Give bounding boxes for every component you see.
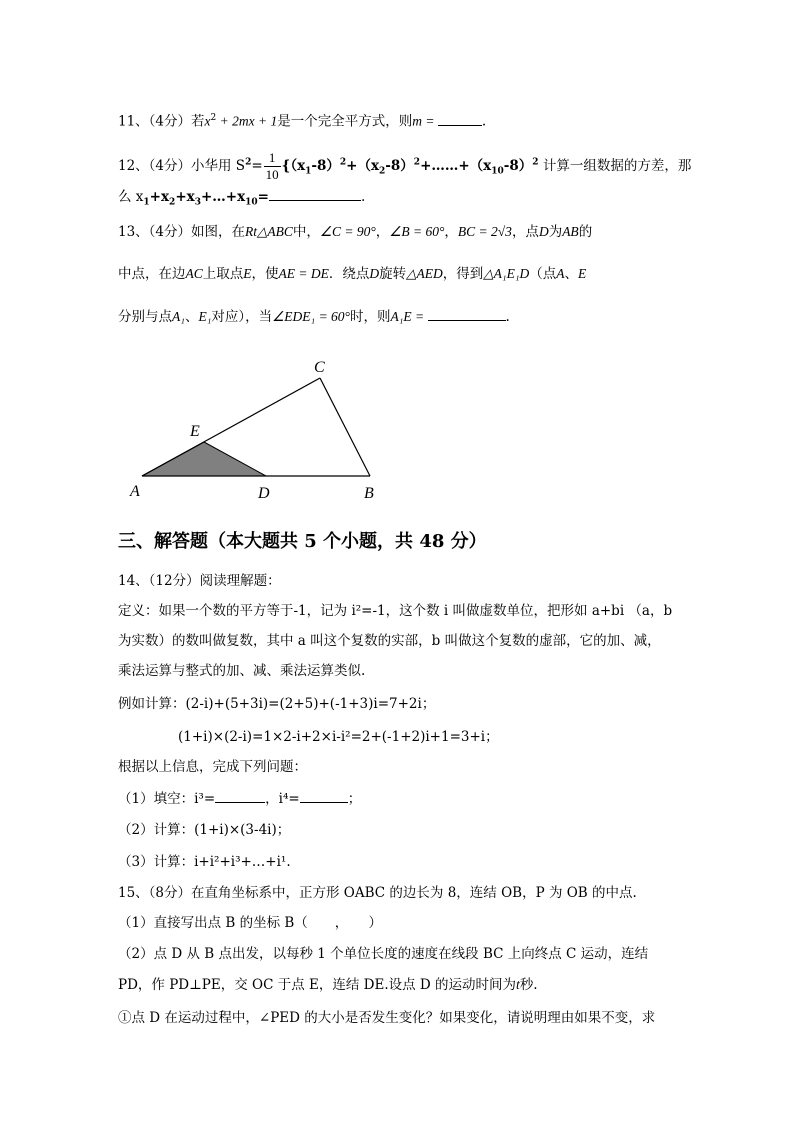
q12-end: . [360,189,366,205]
q13-answer-blank[interactable] [428,306,506,321]
q14-blank-i3[interactable] [215,788,265,803]
q13-l3i: = [411,309,428,324]
q11-expr-mx: mx [238,113,255,129]
q12-tail: 计算一组数据的方差，那 [538,158,692,174]
q12-f0: {（x [281,158,306,174]
q12-l2s1: 1 [143,197,150,208]
q13-ab: AB [562,224,579,239]
q12-l2e: = [257,189,269,205]
q15-line5: ①点 D 在运动过程中，∠PED 的大小是否发生变化？如果变化，请说明理由如果不变，求 [118,1010,656,1026]
q11-eq: = [422,113,438,129]
q14-def1: 定义：如果一个数的平方等于-1，记为 i²=-1，这个数 i 叫做虚数单位，把形如 a+bi （a，b [118,603,673,619]
q12-l2a: 么 x [118,189,144,205]
q12-f7: -8） [503,158,533,174]
q11-end: . [481,113,487,130]
q12-l2s2: 2 [169,197,176,208]
q13-l1l: 的 [578,224,593,240]
q13-d2: D [369,266,380,281]
label-d: D [258,485,270,502]
section-3-heading: 三、解答题（本大题共 5 个小题，共 48 分） [118,531,487,552]
q11-middle: 是一个完全平方式，则 [277,113,413,130]
label-b: B [364,485,374,502]
q11-expr-x: x [204,113,211,129]
segment-cb [320,378,370,476]
label-c: C [314,359,325,376]
triangle-diagram [120,350,400,510]
q15-line4 [118,975,538,995]
q15-line1: 15、（8分）在直角坐标系中，正方形 OABC 的边长为 8，连结 OB，P 为 OB 的中点. [118,885,637,901]
q11-var: m [412,113,423,129]
q13-l1d: ， [375,224,390,240]
q11-answer-blank[interactable] [438,111,482,126]
q13-l2a: 中点，在边 [118,266,186,282]
q13-d: D [538,224,549,239]
q12-l2d: +…+x [200,189,246,205]
q13-l2c: 上取点 [202,266,244,282]
q13-l2m: （点 [529,266,557,282]
q12-eq: = [251,158,263,174]
triangle-figure [120,350,400,514]
q13-l1a: 13、（4分）如图，在 [118,224,246,240]
q13-l2e: ，使 [251,266,279,282]
q14-p1c: ； [347,791,362,807]
q15-l4a: PD，作 PD⊥PE，交 OC 于点 E，连结 DE.设点 D 的运动时间为 [118,977,517,993]
q12-l2s3: 3 [194,197,201,208]
q13-l2k: ，得到 [442,266,484,282]
q14-part1 [118,788,361,809]
q13-end: . [505,309,510,325]
q13-angle-c: ∠C = 90° [319,224,376,239]
question-12-line2 [118,186,365,213]
q13-e2: E [578,266,587,281]
q13-l2i: 旋转 [379,266,407,282]
label-a: A [130,483,140,500]
q12-l2s4: 10 [245,197,258,208]
q13-l3c: 、 [184,309,199,325]
q14-p1a: （1）填空：i³= [118,791,216,807]
q12-fraction [264,150,281,183]
q13-a1e1d: △A₁E₁D [483,266,530,281]
q12-l2c: +x [175,189,195,205]
q12-frac-den: 10 [265,167,279,182]
q12-sub2: 2 [379,166,386,177]
question-13-line3 [118,306,510,327]
q12-f3: +（x [346,158,380,174]
q14-def3: 乘法运算与整式的加、减、乘法运算类似. [118,663,366,679]
shaded-triangle-aed [142,442,266,476]
q14-head: 14、（12分）阅读理解题： [118,573,281,589]
q13-aed: △AED [406,266,443,281]
q13-l1h: ，点 [511,224,539,240]
q15-line2: （1）直接写出点 B 的坐标 B（ ， ） [118,915,383,931]
q13-l3a: 分别与点 [118,309,172,325]
q11-prefix: 11、（4分）若 [118,113,205,130]
q14-part2: （2）计算：(1+i)×(3-4i)； [118,822,291,838]
q14-example2: (1+i)×(2-i)=1×2-i+2×i-i²=2+(-1+2)i+1=3+i； [178,729,499,745]
q11-expr-2: + 2 [216,113,239,129]
q13-a: A [556,266,565,281]
q12-sub3: 10 [491,166,504,177]
q14-example1: 例如计算：(2-i)+(5+3i)=(2+5)+(-1+3)i=7+2i； [118,696,436,712]
q12-f1: -8） [311,158,340,174]
question-11 [118,108,486,132]
q13-ac: AC [185,266,203,281]
q13-e1: E₁ [198,309,212,324]
q13-l2g: ．绕点 [328,266,370,282]
q15-line3: （2）点 D 从 B 点出发，以每秒 1 个单位长度的速度在线段 BC 上向终点 C 运动，连结 [118,946,649,962]
q12-sub1: 1 [305,166,312,177]
q11-exp: 2 [210,113,217,123]
q15-l4b: 秒. [519,977,538,993]
q12-prefix: 12、（4分）小华用 S [118,158,246,174]
question-12-line1 [118,150,691,183]
q12-sup: 2 [245,157,252,168]
q14-p1b: ，i⁴= [265,791,300,807]
q12-f5: 2 [413,157,421,168]
q13-ede1: ∠EDE₁ = 60° [272,309,350,324]
q13-l3g: 时，则 [349,309,391,325]
q13-l1b: 中， [292,224,320,240]
question-13-line2 [118,264,586,284]
q12-l2b: +x [149,189,170,205]
q14-part3: （3）计算：i+i²+i³+…+i¹. [118,854,291,870]
q12-formula [281,157,539,177]
q12-f6: +……+（x [420,158,492,174]
q12-f4: -8） [385,158,414,174]
q12-f2: 2 [339,157,347,168]
q14-blank-i4[interactable] [300,788,348,803]
q13-l1j: 为 [548,224,563,240]
q14-def2: 为实数）的数叫做复数，其中 a 叫这个复数的实部，b 叫做这个复数的虚部，它的加、减， [118,633,661,649]
q13-angle-b: ∠B = 60° [389,224,445,239]
q11-expr-1: + 1 [254,113,278,129]
label-e: E [190,423,200,440]
q13-l3e: 对应），当 [211,309,273,325]
q12-frac-num: 1 [264,150,281,167]
q15-t: t [516,977,520,992]
q13-l2o: 、 [564,266,579,282]
q12-answer-blank[interactable] [269,186,361,201]
q13-rt: Rt△ABC [245,224,293,239]
q13-bc: BC = 2√3 [457,224,512,239]
q14-info: 根据以上信息，完成下列问题： [118,759,307,775]
question-13-line1 [118,222,592,242]
q13-ae-de: AE = DE [278,266,329,281]
q13-a1: A₁ [172,309,185,324]
q13-l1f: ， [444,224,458,240]
q12-f8: 2 [532,157,539,168]
q13-e: E [243,266,252,281]
q13-a1e: A₁E [390,309,412,324]
